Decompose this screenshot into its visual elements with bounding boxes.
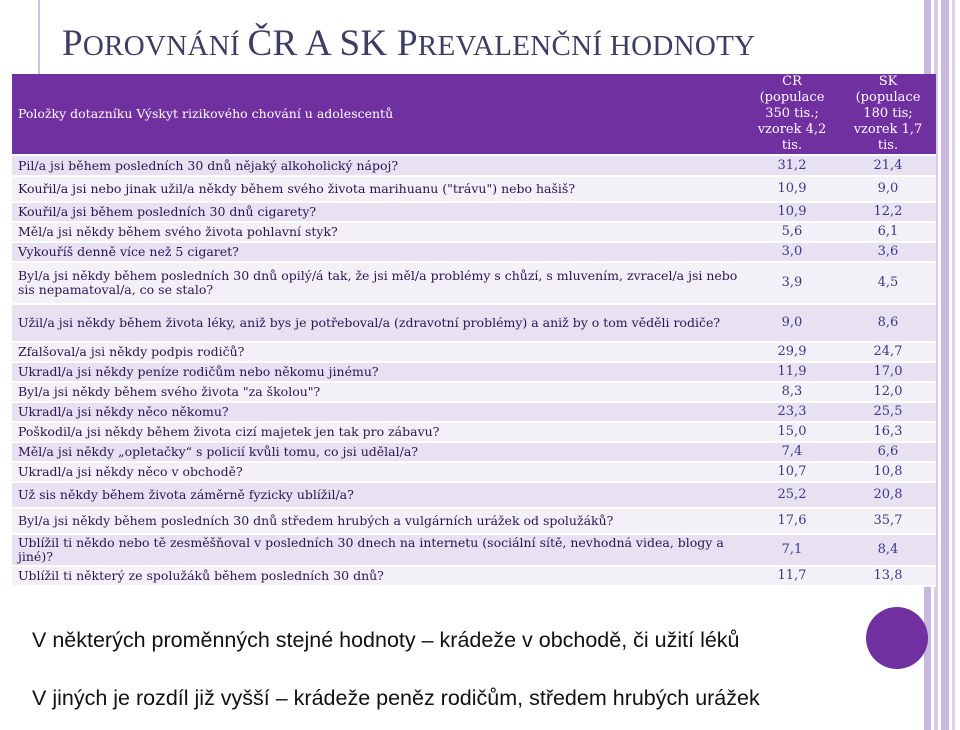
row-cz-value: 31,2 (744, 155, 840, 176)
row-label: Pil/a jsi během posledních 30 dnů nějaký alkoholický nápoj? (12, 155, 744, 176)
row-label: Kouřil/a jsi během posledních 30 dnů cigarety? (12, 202, 744, 222)
row-label: Užil/a jsi někdy během života léky, aniž bys je potřeboval/a (zdravotní problémy) a aniž by o tom věděli rodiče? (12, 304, 744, 342)
row-cz-value: 23,3 (744, 402, 840, 422)
row-sk-value: 8,4 (840, 534, 936, 566)
table-row (12, 304, 936, 342)
row-cz-value: 10,9 (744, 202, 840, 222)
row-cz-value: 9,0 (744, 304, 840, 342)
title-part-3: ČR A SK P (247, 23, 418, 64)
row-label: Ublížil ti některý ze spolužáků během posledních 30 dnů? (12, 566, 744, 586)
title-part-4: REVALENČNÍ HODNOTY (417, 30, 756, 62)
row-cz-value: 11,7 (744, 566, 840, 586)
row-sk-value: 17,0 (840, 362, 936, 382)
table-row (12, 342, 936, 362)
row-cz-value: 10,7 (744, 462, 840, 482)
table-row (12, 566, 936, 586)
row-cz-value: 25,2 (744, 482, 840, 508)
row-sk-value: 24,7 (840, 342, 936, 362)
row-cz-value: 15,0 (744, 422, 840, 442)
table-row (12, 242, 936, 262)
note-2: V jiných je rozdíl již vyšší – krádeže peněz rodičům, středem hrubých urážek (32, 686, 760, 710)
row-sk-value: 10,8 (840, 462, 936, 482)
header-cz: ČR (populace 350 tis.; vzorek 4,2 tis. (744, 74, 840, 155)
row-sk-value: 3,6 (840, 242, 936, 262)
table-row (12, 222, 936, 242)
row-sk-value: 8,6 (840, 304, 936, 342)
header-sk: SK (populace 180 tis; vzorek 1,7 tis. (840, 74, 936, 155)
row-sk-value: 9,0 (840, 176, 936, 202)
row-label: Zfalšoval/a jsi někdy podpis rodičů? (12, 342, 744, 362)
row-label: Poškodil/a jsi někdy během života cizí majetek jen tak pro zábavu? (12, 422, 744, 442)
table-row (12, 176, 936, 202)
row-cz-value: 11,9 (744, 362, 840, 382)
note-1: V některých proměnných stejné hodnoty – krádeže v obchodě, či užití léků (32, 628, 740, 652)
row-label: Už sis někdy během života záměrně fyzicky ublížil/a? (12, 482, 744, 508)
row-sk-value: 13,8 (840, 566, 936, 586)
row-label: Byl/a jsi někdy během posledních 30 dnů středem hrubých a vulgárních urážek od spolužáků? (12, 508, 744, 534)
table-row (12, 482, 936, 508)
row-label: Ukradl/a jsi někdy něco někomu? (12, 402, 744, 422)
row-sk-value: 35,7 (840, 508, 936, 534)
decorative-circle (866, 607, 928, 669)
row-sk-value: 21,4 (840, 155, 936, 176)
title-part-1: P (62, 23, 83, 64)
row-cz-value: 8,3 (744, 382, 840, 402)
row-cz-value: 3,0 (744, 242, 840, 262)
row-label: Byl/a jsi někdy během svého života "za školou"? (12, 382, 744, 402)
row-sk-value: 6,1 (840, 222, 936, 242)
row-label: Ukradl/a jsi někdy peníze rodičům nebo někomu jinému? (12, 362, 744, 382)
row-sk-value: 20,8 (840, 482, 936, 508)
row-label: Měl/a jsi někdy během svého života pohlavní styk? (12, 222, 744, 242)
title-part-2: OROVNÁNÍ (82, 30, 248, 62)
header-item: Položky dotazníku Výskyt rizikového chování u adolescentů (12, 74, 744, 155)
table-header-row (12, 74, 936, 155)
row-cz-value: 7,1 (744, 534, 840, 566)
row-cz-value: 5,6 (744, 222, 840, 242)
table-row (12, 402, 936, 422)
table-row (12, 422, 936, 442)
table-row (12, 462, 936, 482)
table-row (12, 362, 936, 382)
row-sk-value: 12,0 (840, 382, 936, 402)
row-cz-value: 10,9 (744, 176, 840, 202)
row-sk-value: 6,6 (840, 442, 936, 462)
table-row (12, 382, 936, 402)
row-label: Kouřil/a jsi nebo jinak užil/a někdy během svého života marihuanu ("trávu") nebo hašiš? (12, 176, 744, 202)
row-label: Ublížil ti někdo nebo tě zesměšňoval v posledních 30 dnech na internetu (sociální sítě, nevhodná videa, blogy a jiné)? (12, 534, 744, 566)
comparison-table (12, 74, 936, 587)
row-cz-value: 3,9 (744, 262, 840, 304)
table-row (12, 262, 936, 304)
slide-title (62, 22, 755, 65)
row-label: Měl/a jsi někdy „opletačky“ s policií kvůli tomu, co jsi udělal/a? (12, 442, 744, 462)
row-sk-value: 25,5 (840, 402, 936, 422)
table-row (12, 534, 936, 566)
row-sk-value: 16,3 (840, 422, 936, 442)
row-label: Ukradl/a jsi někdy něco v obchodě? (12, 462, 744, 482)
row-sk-value: 12,2 (840, 202, 936, 222)
row-cz-value: 29,9 (744, 342, 840, 362)
table-row (12, 202, 936, 222)
row-sk-value: 4,5 (840, 262, 936, 304)
row-cz-value: 17,6 (744, 508, 840, 534)
table-row (12, 155, 936, 176)
row-label: Byl/a jsi někdy během posledních 30 dnů opilý/á tak, že jsi měl/a problémy s chůzí, s mluvením, zvracel/a jsi nebo sis nepamatoval/a, co se stalo? (12, 262, 744, 304)
row-label: Vykouříš denně více než 5 cigaret? (12, 242, 744, 262)
table-row (12, 508, 936, 534)
table-row (12, 442, 936, 462)
row-cz-value: 7,4 (744, 442, 840, 462)
